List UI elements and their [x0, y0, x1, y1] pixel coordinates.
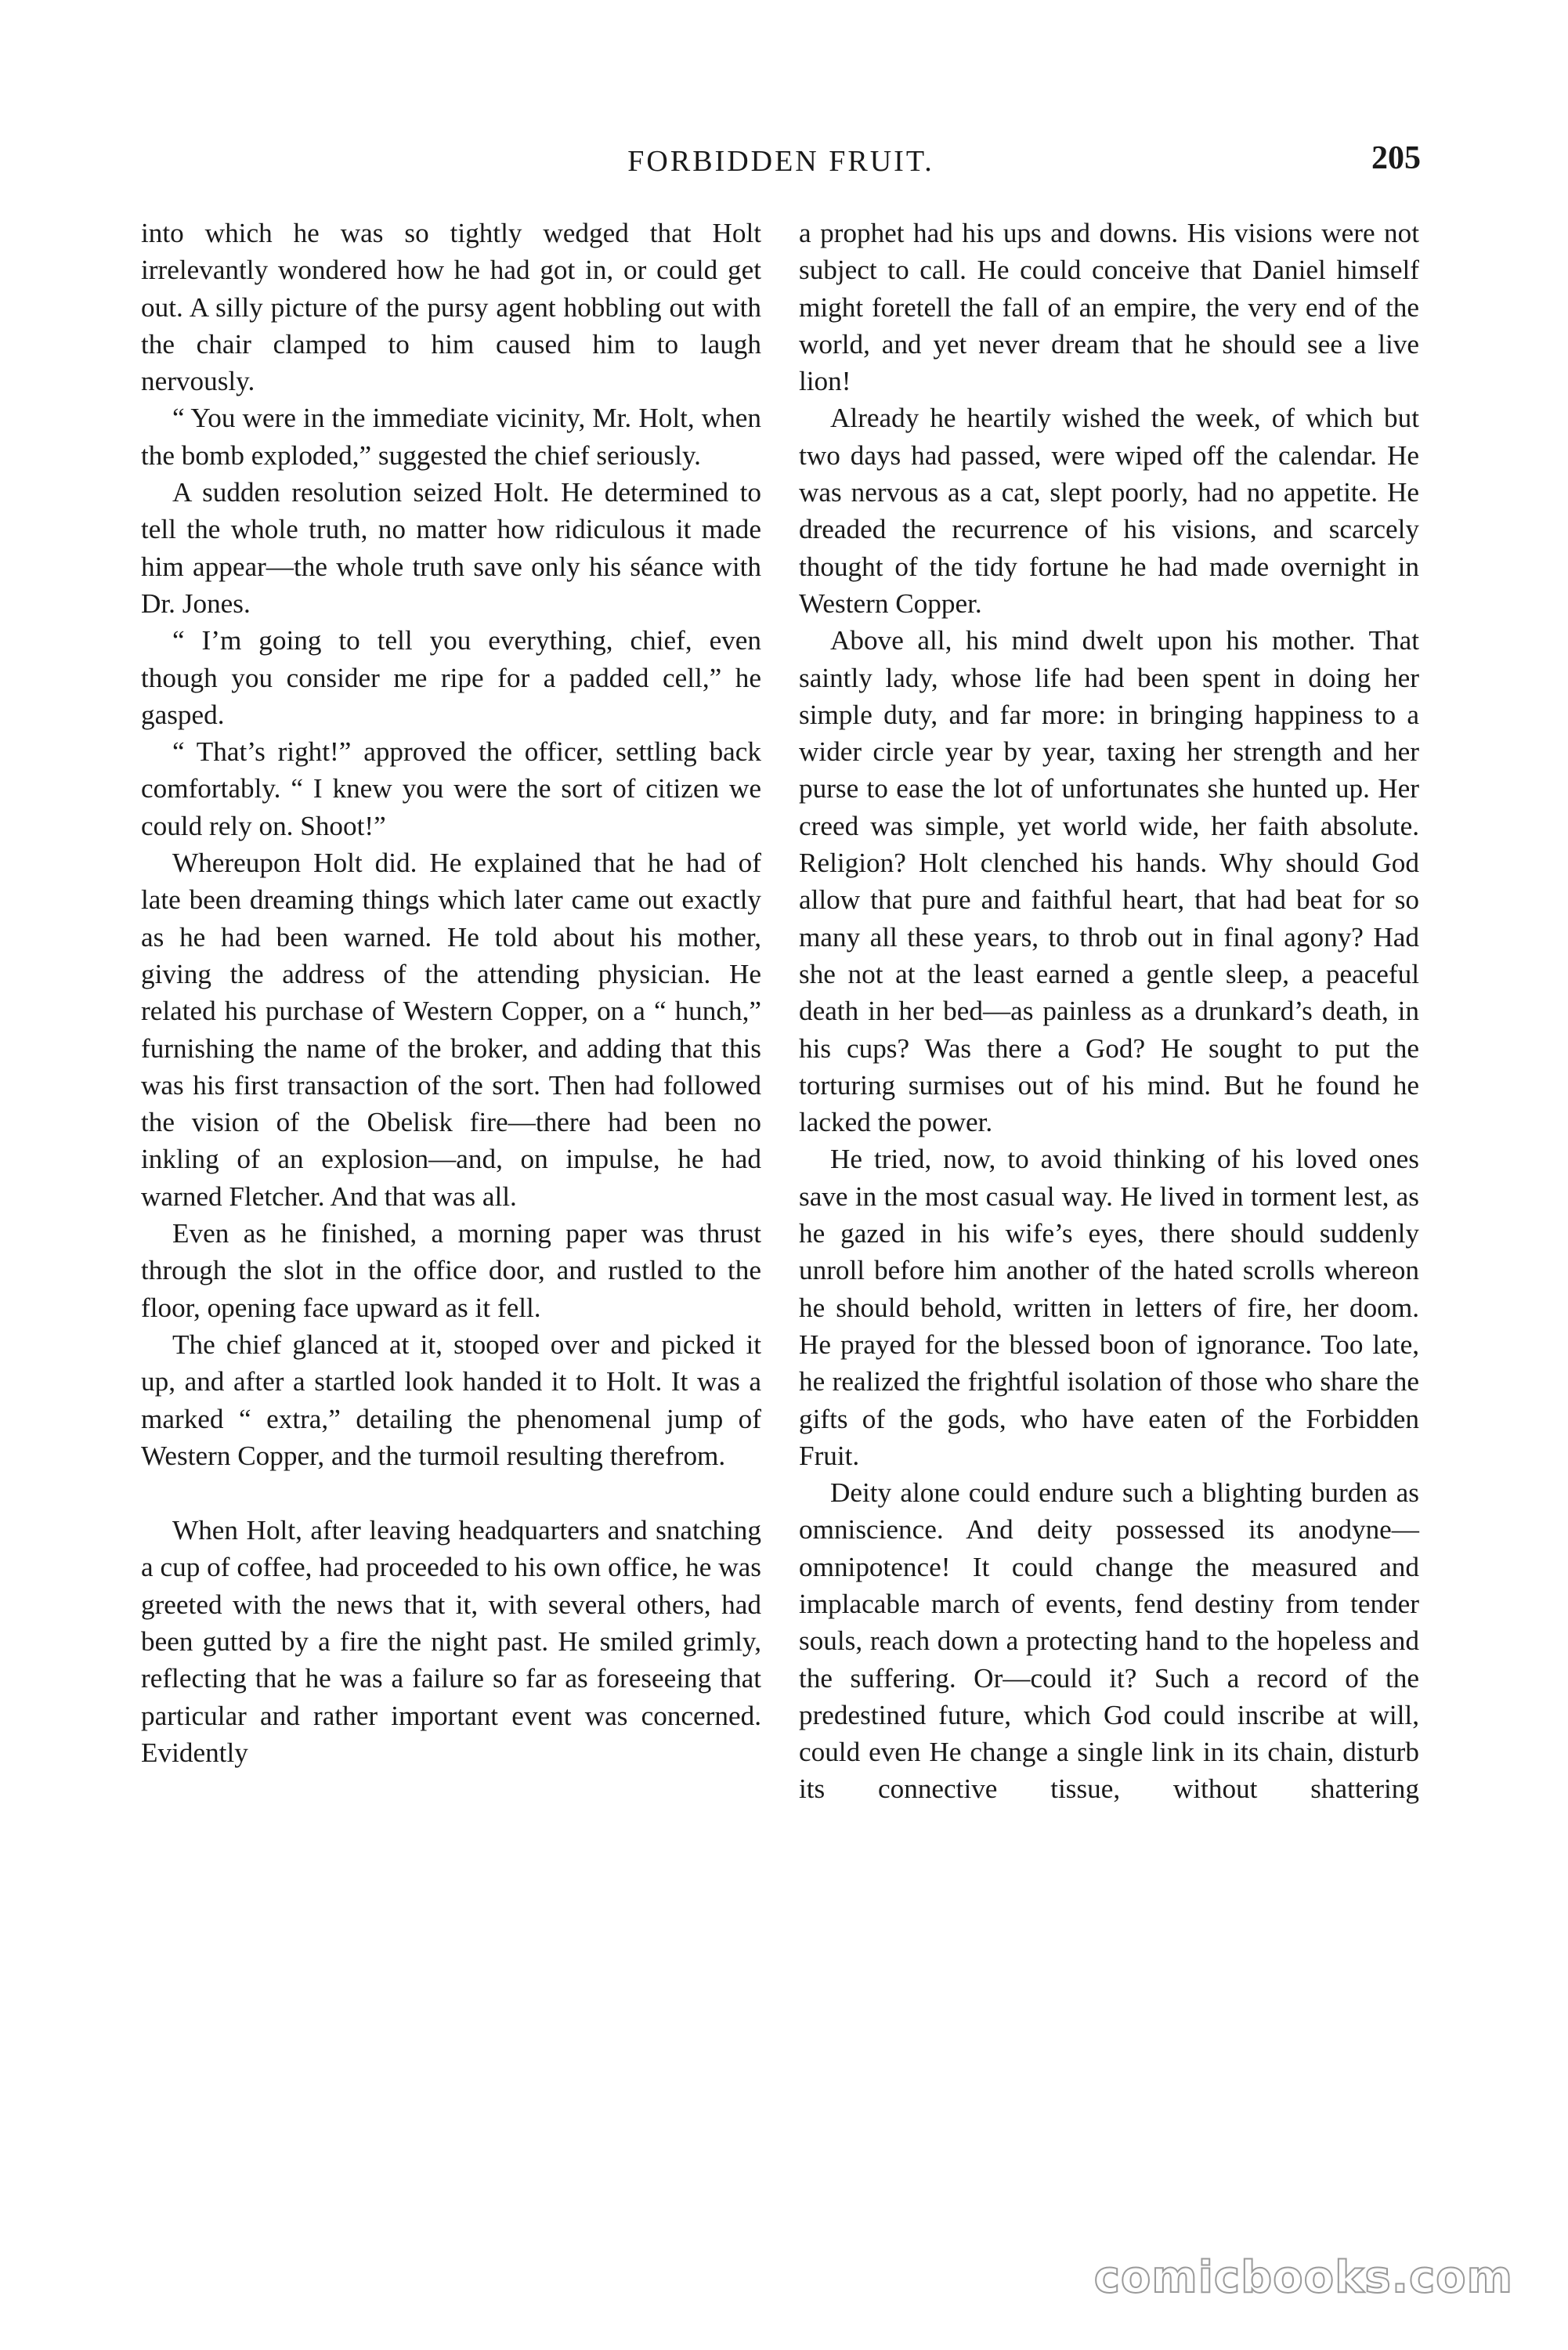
paragraph: Above all, his mind dwelt upon his mother. That saintly lady, whose life had been spent in doing her simple duty, and far more: in bringing happiness to a wider circle year by year, taxing her strength and her purse to ease the lot of unfortunates she hunted up. Her creed was simple, yet world wide, her faith absolute. Religion? Holt clenched his hands. Why should God allow that pure and faithful heart, that had beat for so many all these years, to throb out in final agony? Had she not at the least earned a gentle sleep, a peaceful death in her bed—as painless as a drunkard’s death, in his cups? Was there a God? He sought to put the torturing surmises out of his mind. But he found he lacked the power.: [799, 625, 1419, 1138]
paragraph: “ I’m going to tell you everything, chief, even though you consider me ripe for a padded cell,” he gasped.: [141, 625, 761, 730]
paragraph: Deity alone could endure such a blighting burden as omniscience. And deity possessed its anodyne—omnipotence! It could change the measured and implacable march of events, fend destiny from tender souls, reach down a protecting hand to the hopeless and the suffering. Or—could it? Such a record of the predestined future, which God could inscribe at will, could even He change a single link in its chain, disturb its connective tissue, without shattering: [799, 1477, 1419, 1805]
paragraph: “ That’s right!” approved the officer, settling back comfortably. “ I knew you were the sort of citizen we could rely on. Shoot!”: [141, 736, 761, 841]
paragraph: When Holt, after leaving headquarters and snatching a cup of coffee, had proceeded to his own office, he was greeted with the news that it, with several others, had been gutted by a fire the night past. He smiled grimly, reflecting that he was a failure so far as foreseeing that particular and rather important event was concerned. Evidently: [141, 1515, 761, 1768]
paragraph: “ You were in the immediate vicinity, Mr. Holt, when the bomb exploded,” suggested the chief seriously.: [141, 403, 761, 471]
watermark: comicbooks.com: [1093, 2252, 1513, 2303]
paragraph: into which he was so tightly wedged that Holt irrelevantly wondered how he had got in, or could get out. A silly picture of the pursy agent hobbling out with the chair clamped to him caused him to laugh nervously.: [141, 218, 761, 397]
page-header: [141, 139, 1421, 186]
paragraph: He tried, now, to avoid thinking of his loved ones save in the most casual way. He lived in torment lest, as he gazed in his wife’s eyes, there should suddenly unroll before him another of the hated scrolls whereon he should behold, written in letters of fire, her doom. He prayed for the blessed boon of ignorance. Too late, he realized the frightful isolation of those who share the gifts of the gods, who have eaten of the Forbidden Fruit.: [799, 1144, 1419, 1471]
paragraph: Whereupon Holt did. He explained that he had of late been dreaming things which later came out exactly as he had been warned. He told about his mother, giving the address of the attending physician. He related his purchase of Western Copper, on a “ hunch,” furnishing the name of the broker, and adding that this was his first transaction of the sort. Then had followed the vision of the Obelisk fire—there had been no inkling of an explosion—and, on impulse, he had warned Fletcher. And that was all.: [141, 848, 761, 1212]
paragraph: Even as he finished, a morning paper was thrust through the slot in the office door, and rustled to the floor, opening face upward as it fell.: [141, 1218, 761, 1323]
paragraph: Already he heartily wished the week, of which but two days had passed, were wiped off the calendar. He was nervous as a cat, slept poorly, had no appetite. He dreaded the recurrence of his visions, and scarcely thought of the tidy fortune he had made overnight in Western Copper.: [799, 403, 1419, 619]
right-column: [799, 215, 1419, 1808]
paragraph: a prophet had his ups and downs. His visions were not subject to call. He could conceive that Daniel himself might foretell the fall of an empire, the very end of the world, and yet never dream that he should see a live lion!: [799, 218, 1419, 397]
running-title: FORBIDDEN FRUIT.: [627, 145, 934, 178]
page-number: 205: [1371, 140, 1421, 176]
left-column: [141, 215, 761, 1771]
paragraph: A sudden resolution seized Holt. He determined to tell the whole truth, no matter how ridiculous it made him appear—the whole truth save only his séance with Dr. Jones.: [141, 477, 761, 619]
paragraph: The chief glanced at it, stooped over and picked it up, and after a startled look handed it to Holt. It was a marked “ extra,” detailing the phenomenal jump of Western Copper, and the turmoil resulting therefrom.: [141, 1329, 761, 1471]
